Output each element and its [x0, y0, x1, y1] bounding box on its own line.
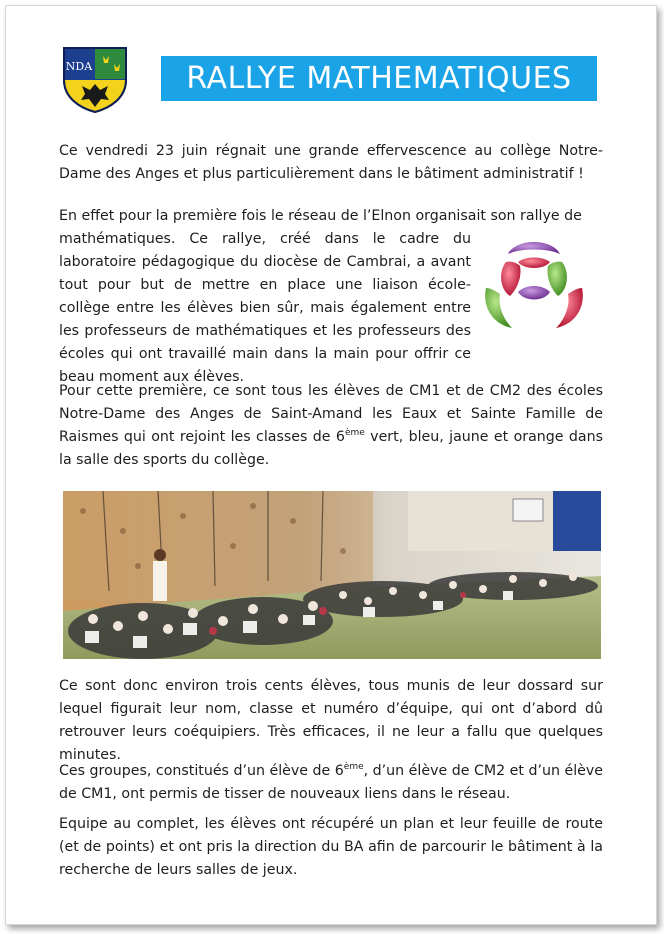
- paragraph-intro: Ce vendredi 23 juin régnait une grande effervescence au collège Notre-Dame des Anges et plus particulièrement dans le bâtiment administratif !: [59, 143, 603, 182]
- sports-hall-students-photo: [63, 491, 601, 659]
- paragraph-network: mathématiques. Ce rallye, créé dans le cadre du laboratoire pédagogique du diocèse de Cambrai, a avant tout pour but de mettre en place une liaison école-collège entre les élèves bien sûr, mais également entre les professeurs de mathématiques et les professeurs des écoles qui ont travaillé main dans la main pour offrir ce beau moment aux élèves.: [59, 231, 471, 385]
- paragraph-teams: Ce sont donc environ trois cents élèves, tous munis de leur dossard sur lequel figurait leur nom, classe et numéro d’équipe, qui ont d’abord dû retrouver leurs coéquipiers. Très efficaces, il ne leur a fallu que quelques minutes.: [59, 678, 603, 763]
- network-logo-icon: [478, 232, 590, 332]
- title-banner: [161, 56, 597, 101]
- paragraph-participants: Pour cette première, ce sont tous les élèves de CM1 et de CM2 des écoles Notre-Dame des Anges de Saint-Amand les Eaux et Sainte Famille de Raismes qui ont rejoint les classes de 6ème vert, bleu, jaune et orange dans la salle des sports du collège.: [59, 383, 603, 468]
- crest-letters: NDA: [65, 60, 93, 73]
- page-title: RALLYE MATHEMATIQUES: [186, 61, 572, 96]
- paragraph-network-line1: En effet pour la première fois le réseau de l’Elnon organisait son rallye de: [59, 208, 582, 224]
- school-crest-icon: [62, 46, 128, 114]
- paragraph-route: Equipe au complet, les élèves ont récupéré un plan et leur feuille de route (et de points) et ont pris la direction du BA afin de parcourir le bâtiment à la recherche de leurs salles de jeux.: [59, 816, 603, 878]
- paragraph-groups: Ces groupes, constitués d’un élève de 6ème, d’un élève de CM2 et d’un élève de CM1, ont permis de tisser de nouveaux liens dans le réseau.: [59, 762, 604, 802]
